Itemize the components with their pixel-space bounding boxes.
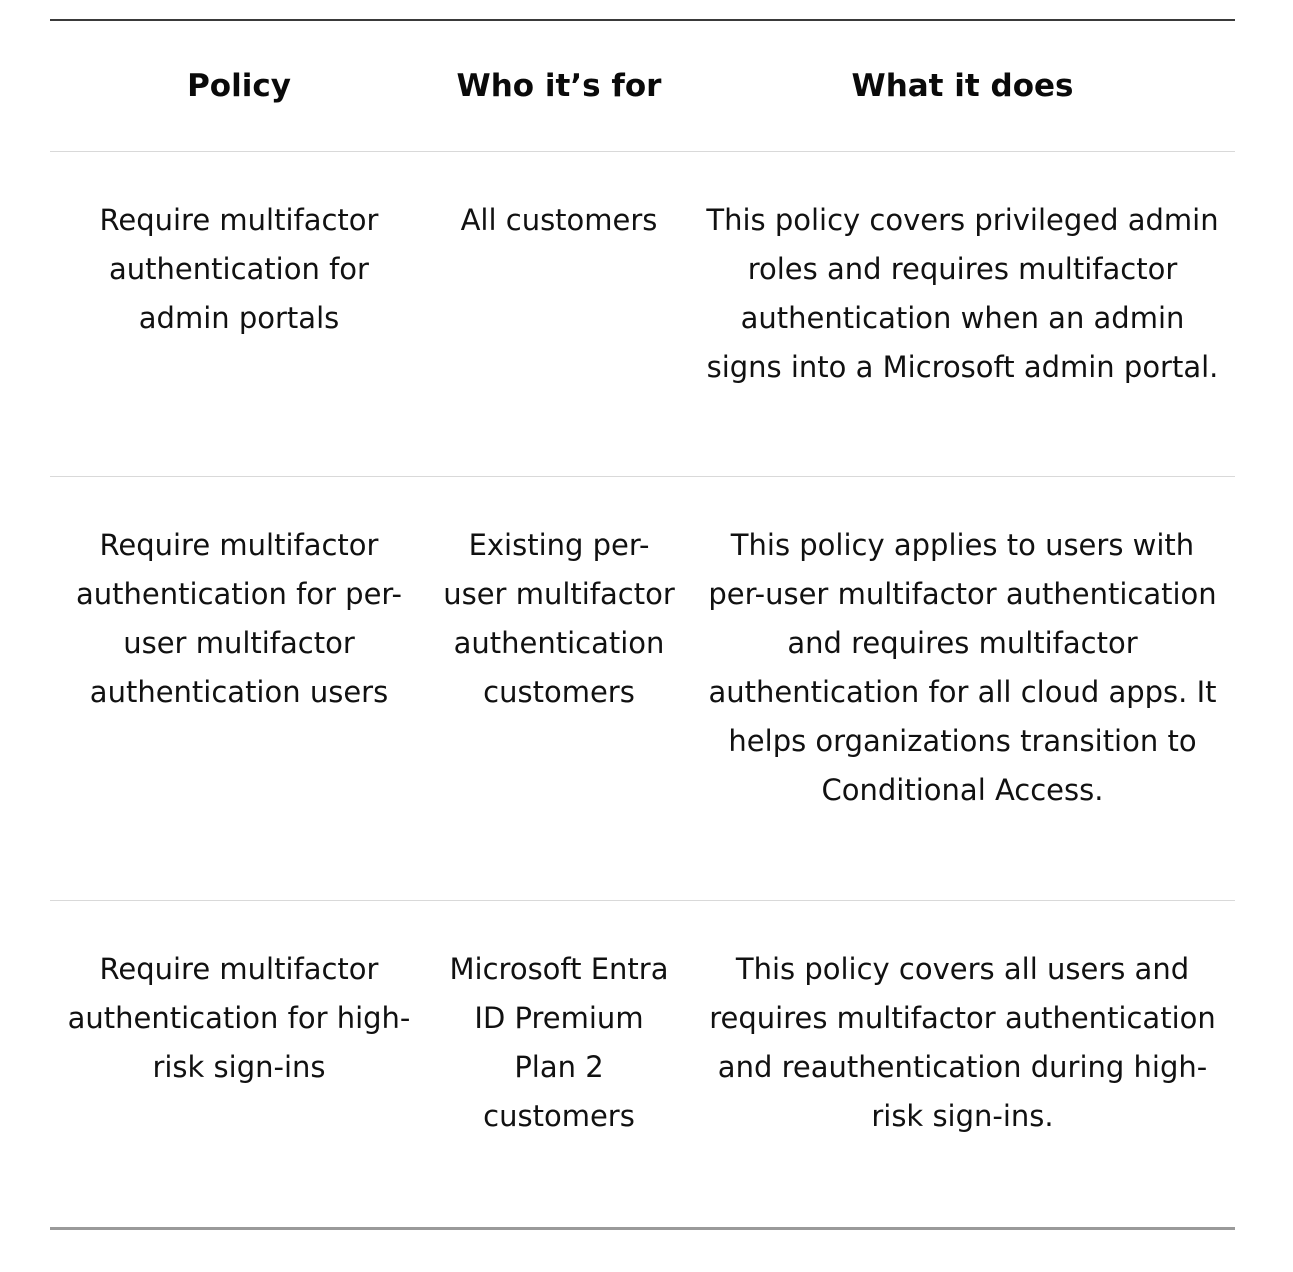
table-row xyxy=(50,477,1235,901)
policy-table-container xyxy=(50,19,1235,1230)
column-header-audience: Who it’s for xyxy=(428,20,690,152)
audience-cell: Microsoft Entra ID Premium Plan 2 customers xyxy=(449,952,669,1133)
column-header-policy: Policy xyxy=(50,20,428,152)
column-header-description: What it does xyxy=(690,20,1235,152)
policy-cell: Require multifactor authentication for admin portals xyxy=(50,152,428,477)
audience-cell: All customers xyxy=(428,152,690,477)
policy-cell: Require multifactor authentication for high-risk sign-ins xyxy=(67,952,411,1084)
table-row xyxy=(50,152,1235,477)
description-cell: This policy covers all users and requires multifactor authentication and reauthentication during high-risk sign-ins. xyxy=(709,952,1216,1133)
description-cell: This policy applies to users with per-user multifactor authentication and requires multifactor authentication for all cloud apps. It helps organizations transition to Conditional Access. xyxy=(690,477,1235,901)
audience-cell: Existing per-user multifactor authentication customers xyxy=(428,477,690,901)
description-cell: This policy covers privileged admin roles and requires multifactor authentication when an admin signs into a Microsoft admin portal. xyxy=(690,152,1235,477)
policy-cell: Require multifactor authentication for per-user multifactor authentication users xyxy=(50,477,428,901)
table-body xyxy=(50,152,1235,1229)
table-header xyxy=(50,20,1235,152)
table-row xyxy=(50,901,1235,1229)
policy-table xyxy=(50,19,1235,1230)
header-row xyxy=(50,20,1235,152)
